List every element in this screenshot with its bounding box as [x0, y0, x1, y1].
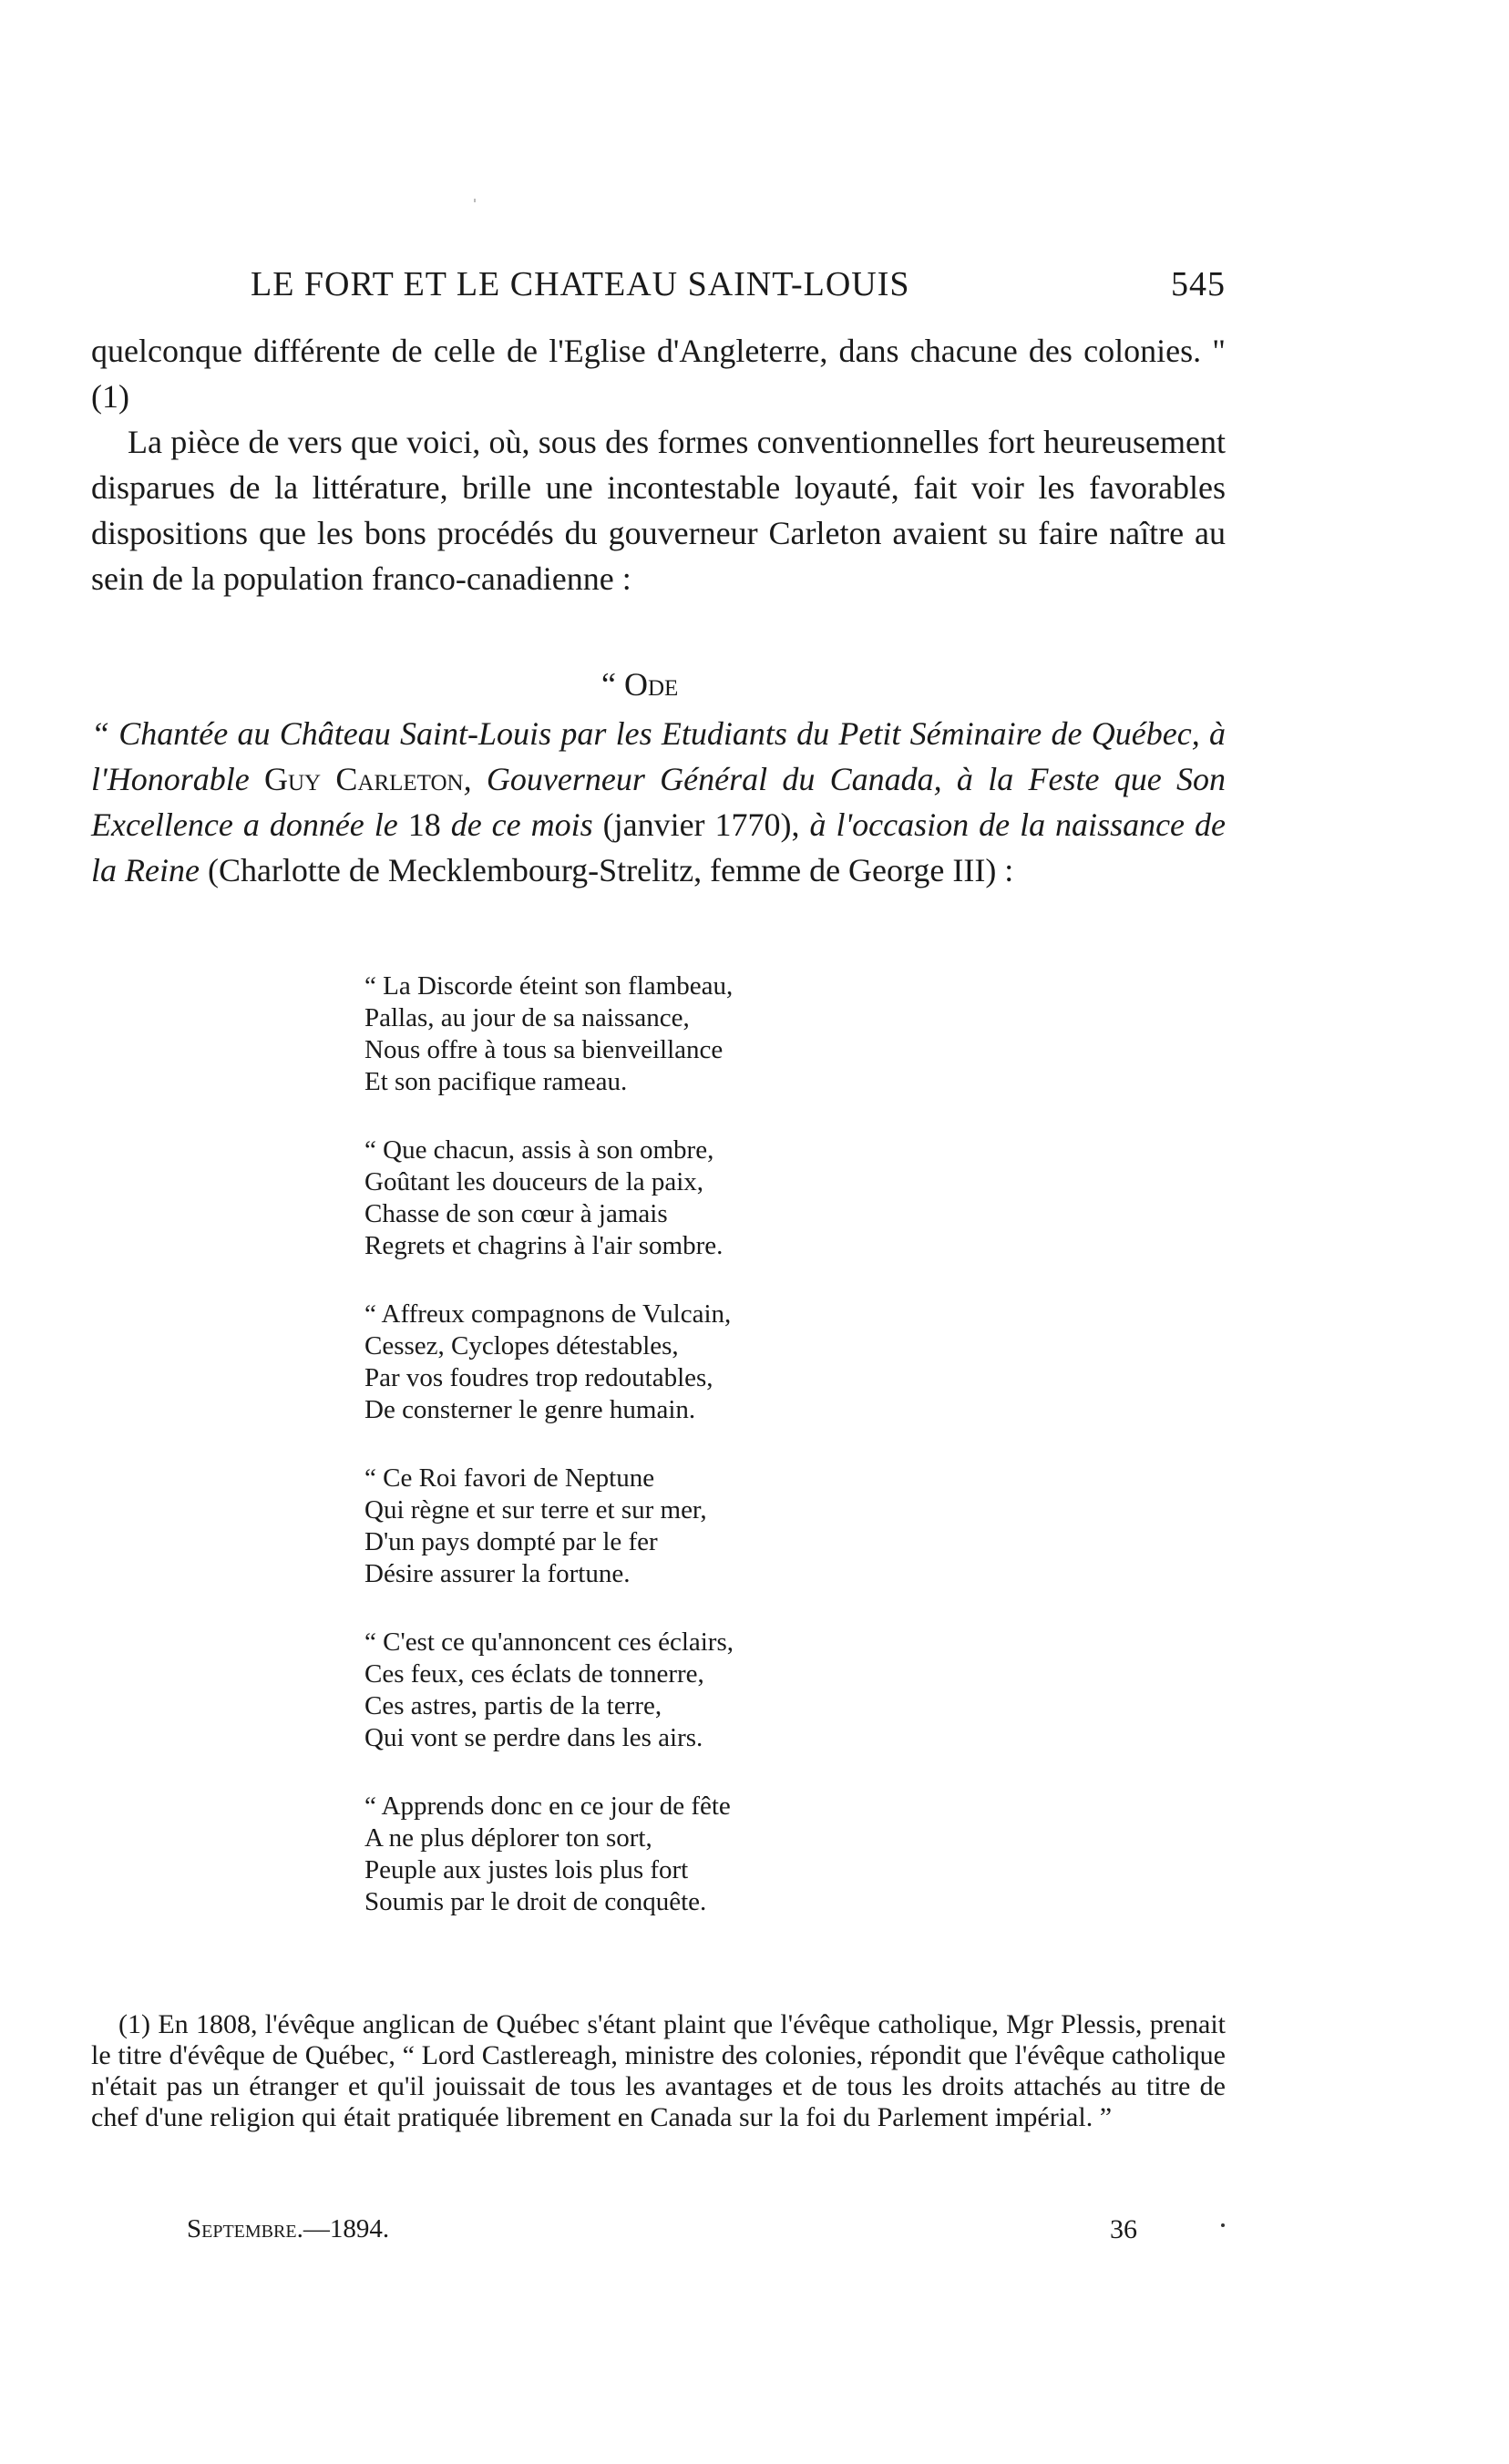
poem-line: D'un pays dompté par le fer	[364, 1527, 658, 1556]
ode-heading: “ Ode	[601, 666, 679, 703]
caption-part-2: , Gouverneur Général du Canada, à la Feste que Son Excellence a donnée le	[91, 761, 1226, 843]
paragraph-2: La pièce de vers que voici, où, sous des formes conventionnelles fort heureusement disparues de la littérature, brille une incontestable loyauté, fait voir les favorables dispositions que les bons procédés du gouverneur Carleton avaient su faire naître au sein de la population franco-canadienne :	[91, 424, 1226, 597]
signature-mark: Septembre.—1894.	[187, 2214, 390, 2243]
stanza-6	[364, 1791, 734, 1918]
poem-line: “ Apprends donc en ce jour de fête	[364, 1792, 731, 1821]
poem-line: Qui vont se perdre dans les airs.	[364, 1723, 703, 1752]
poem-line: Goûtant les douceurs de la paix,	[364, 1167, 704, 1196]
caption-date-paren: (janvier 1770),	[602, 806, 800, 843]
dot-mark	[1221, 2223, 1225, 2227]
poem	[364, 970, 734, 1955]
stanza-2	[364, 1134, 734, 1262]
poem-line: “ La Discorde éteint son flambeau,	[364, 971, 734, 1001]
poem-line: Par vos foudres trop redoutables,	[364, 1363, 713, 1392]
stanza-3	[364, 1299, 734, 1426]
poem-line: De consterner le genre humain.	[364, 1395, 696, 1424]
poem-line: Chasse de son cœur à jamais	[364, 1199, 668, 1228]
poem-line: Pallas, au jour de sa naissance,	[364, 1003, 690, 1032]
page-number: 545	[1171, 265, 1226, 303]
poem-line: A ne plus déplorer ton sort,	[364, 1823, 652, 1853]
sheet-number: 36	[1110, 2214, 1137, 2244]
poem-line: Soumis par le droit de conquête.	[364, 1887, 707, 1916]
caption-part-4: à l'occasion de la naissance de la Reine	[91, 806, 1226, 888]
running-head-title: LE FORT ET LE CHATEAU SAINT-LOUIS	[251, 265, 910, 303]
poem-line: Qui règne et sur terre et sur mer,	[364, 1495, 707, 1525]
poem-line: Peuple aux justes lois plus fort	[364, 1855, 689, 1884]
poem-line: “ Affreux compagnons de Vulcain,	[364, 1299, 732, 1329]
poem-line: Ces astres, partis de la terre,	[364, 1691, 662, 1720]
caption-part-1: “ Chantée au Château Saint-Louis par les Etudiants du Petit Séminaire de Québec, à l'Honorable	[91, 715, 1226, 797]
footnote-text: (1) En 1808, l'évêque anglican de Québec s'étant plaint que l'évêque catholique, Mgr Plessis, prenait le titre d'évêque de Québec, “ Lord Castlereagh, ministre des colonies, répondit que l'évêque catholique n'était pas un étranger et qu'il jouissait de tous les avantages et de tous les droits attachés au titre de chef d'une religion qui était pratiquée librement en Canada sur la foi du Parlement impérial. ”	[91, 2009, 1226, 2132]
poem-line: “ Que chacun, assis à son ombre,	[364, 1135, 714, 1165]
footnote	[91, 2009, 1226, 2133]
poem-line: Désire assurer la fortune.	[364, 1559, 631, 1588]
stanza-5	[364, 1627, 734, 1754]
poem-line: Nous offre à tous sa bienveillance	[364, 1035, 724, 1064]
poem-line: Et son pacifique rameau.	[364, 1067, 628, 1096]
poem-line: “ C'est ce qu'annoncent ces éclairs,	[364, 1627, 734, 1657]
page-mark	[474, 199, 476, 202]
caption-part-3: de ce mois	[440, 806, 603, 843]
poem-line: Regrets et chagrins à l'air sombre.	[364, 1231, 724, 1260]
caption-name: Guy Carleton	[263, 761, 464, 797]
caption-part-5: (Charlotte de Mecklembourg-Strelitz, femme de George III) :	[199, 852, 1014, 888]
stanza-4	[364, 1463, 734, 1590]
paragraph-1: quelconque différente de celle de l'Eglise d'Angleterre, dans chacune des colonies. " (1)	[91, 333, 1226, 415]
caption-date-number: 18	[407, 806, 441, 843]
ode-caption	[91, 711, 1226, 893]
body-text	[91, 328, 1226, 601]
poem-line: Cessez, Cyclopes détestables,	[364, 1331, 679, 1360]
stanza-1	[364, 970, 734, 1098]
poem-line: “ Ce Roi favori de Neptune	[364, 1463, 655, 1493]
poem-line: Ces feux, ces éclats de tonnerre,	[364, 1659, 704, 1689]
